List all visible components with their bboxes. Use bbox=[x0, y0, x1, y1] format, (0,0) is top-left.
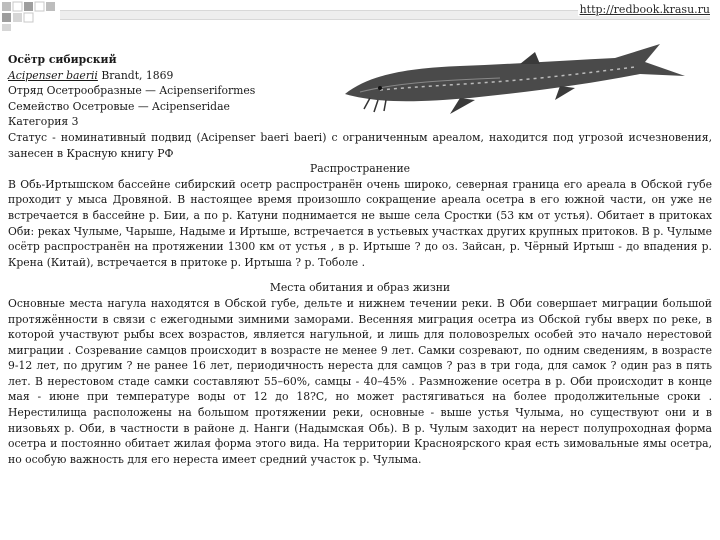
species-order: Отряд Осетрообразные — Acipenseriformes bbox=[8, 84, 256, 98]
species-author: Brandt, 1869 bbox=[97, 68, 174, 82]
species-family: Семейство Осетровые — Acipenseridae bbox=[8, 99, 230, 113]
document-body bbox=[8, 52, 712, 467]
species-title: Осётр сибирский bbox=[8, 53, 117, 66]
species-status: Статус - номинативный подвид (Acipenser baeri baeri) с ограниченным ареалом, находится под угрозой исчезновения, занесен в Красную книгу РФ bbox=[8, 130, 712, 160]
latin-name: Acipenser baerii bbox=[8, 68, 98, 82]
distribution-text: В Обь-Иртышском бассейне сибирский осетр распространён очень широко, северная граница его ареала в Обской губе проходит у мыса Дровяной. В настоящее время произошло сокращение ареала осетра в его южной части, он уже не встречается в бассейне р. Бии, а по р. Катуни поднимается не выше села Сростки (53 км от устья). Обитает в притоках Оби: реках Чулыме, Чарыше, Надыме и Иртыше, встречается в устьевых участках других крупных притоков. В р. Чулыме осётр распространён на протяжении 1300 км от устья , в р. Иртыше ? до оз. Зайсан, р. Чёрный Иртыш - до впадения р. Крена (Китай), встречается в притоке р. Иртыша ? р. Тоболе . bbox=[8, 177, 712, 269]
habitat-heading: Места обитания и образ жизни bbox=[269, 281, 451, 295]
distribution-heading: Распространение bbox=[309, 162, 411, 176]
source-link[interactable]: http://redbook.krasu.ru bbox=[579, 3, 710, 16]
species-scientific-name bbox=[8, 68, 712, 84]
corner-decoration bbox=[0, 0, 60, 32]
habitat-text: Основные места нагула находятся в Обской губе, дельте и нижнем течении реки. В Оби совершает миграции большой протяжённости в связи с ежегодными зимними заморами. Весенняя миграция осетра из Обской губы вверх по реке, в которой участвуют рыбы всех возрастов, является нагульной, и лишь для половозрелых особей это начало нерестовой миграции . Созревание самцов происходит в возрасте не менее 9 лет. Самки созревают, по одним сведениям, в возрасте 9-12 лет, по другим ? не ранее 16 лет, периодичность нереста для самцов ? раз в три года, для самок ? один раз в пять лет. В нерестовом стаде самки составляют 55–60%, самцы - 40–45% . Размножение осетра в р. Оби происходит в конце мая - июне при температуре воды от 12 до 18?С, но может растягиваться на более продолжительные сроки . Нерестилища расположены на большом протяжении реки, основные - выше устья Чулыма, но существуют они и в низовьях р. Оби, в частности в районе д. Нанги (Надымская Обь). В р. Чулым заходит на нерест полупроходная форма осетра и постоянно обитает жилая форма этого вида. На территории Красноярского края есть зимовальные ямы осетра, но особую важность для его нереста имеет средний участок р. Чулыма. bbox=[8, 296, 712, 466]
species-category: Категория 3 bbox=[8, 115, 79, 129]
